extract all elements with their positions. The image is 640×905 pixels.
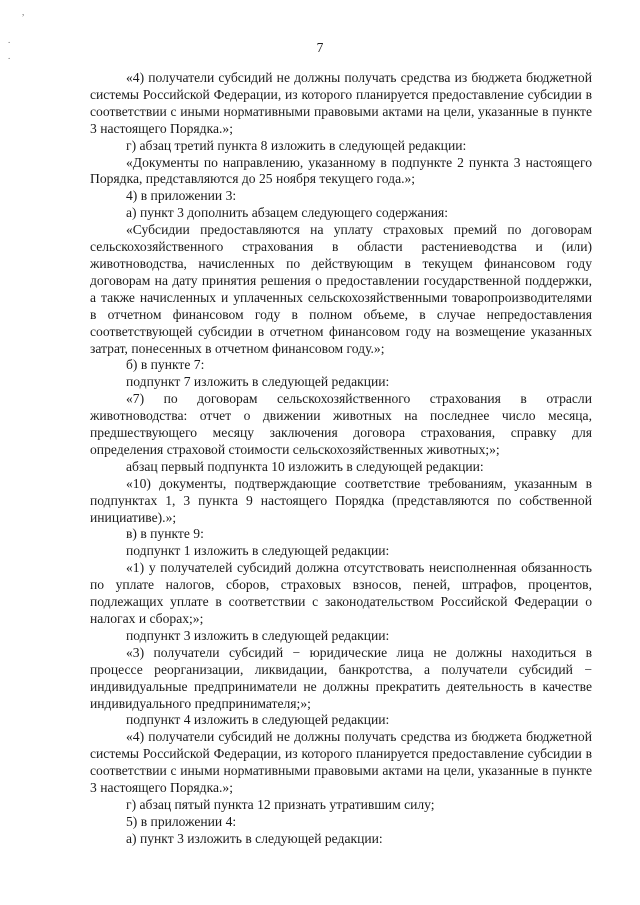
paragraph-quote-item-4-repeat: «4) получатели субсидий не должны получать средства из бюджета бюджетной системы Российской Федерации, из которого планируется предоставление субсидии в соответствии с иными нормативными правовыми актами на цели, указанные в пункте 3 настоящего Порядка.»; <box>90 729 592 796</box>
scan-artifact: . <box>8 35 11 45</box>
paragraph-amendment-a-item-3: а) пункт 3 изложить в следующей редакции: <box>126 830 383 846</box>
paragraph-quote-item-3: «3) получатели субсидий − юридические лица не должны находиться в процессе реорганизации, ликвидации, банкротства, а получатели субсидий − индивидуальные предприниматели не должны прекратить деятельность в качестве индивидуального предпринимателя;»; <box>90 644 592 711</box>
paragraph-subitem-3: подпункт 3 изложить в следующей редакции: <box>126 627 390 643</box>
paragraph-subitem-1: подпункт 1 изложить в следующей редакции: <box>126 543 390 559</box>
paragraph-subitem-4: подпункт 4 изложить в следующей редакции: <box>126 712 390 728</box>
scan-artifact: , <box>22 7 25 17</box>
paragraph-amendment-b: б) в пункте 7: <box>126 357 205 373</box>
paragraph-quote-item-1: «1) у получателей субсидий должна отсутствовать неисполненная обязанность по уплате налогов, сборов, страховых взносов, пеней, штрафов, процентов, подлежащих уплате в соответствии с законодательством Российской Федерации о налогах и сборах;»; <box>90 560 592 626</box>
paragraph-appendix-3: 4) в приложении 3: <box>126 188 237 204</box>
paragraph-quote-subsidies: «Субсидии предоставляются на уплату страховых премий по договорам сельскохозяйственного страхования в области растениеводства и (или) животноводства, начисленных по действующим в текущем финансовом году договорам на дату принятия решения о предоставлении государственной поддержки, а также начисленных и уплаченных сельскохозяйственными товаропроизводителями в отчетном финансовом году в полном объеме, в случае непредоставления соответствующей субсидии в отчетном финансовом году на возмещение указанных затрат, понесенных в отчетном финансовом году.»; <box>90 222 592 356</box>
paragraph-quote-item-10: «10) документы, подтверждающие соответствие требованиям, указанным в подпунктах 1, 3 пункта 9 настоящего Порядка (представляются по собственной инициативе).»; <box>90 475 592 525</box>
paragraph-amendment-v: в) в пункте 9: <box>126 526 204 542</box>
paragraph-appendix-4: 5) в приложении 4: <box>126 813 237 829</box>
paragraph-amendment-g: г) абзац третий пункта 8 изложить в следующей редакции: <box>126 137 467 153</box>
document-body <box>90 70 592 848</box>
paragraph-amendment-g-repeal: г) абзац пятый пункта 12 признать утратившим силу; <box>126 796 435 812</box>
scan-artifact: . <box>8 51 11 61</box>
page-number: 7 <box>316 40 324 55</box>
paragraph-quote-documents: «Документы по направлению, указанному в подпункте 2 пункта 3 настоящего Порядка, представляются до 25 ноября текущего года.»; <box>90 154 592 187</box>
paragraph-subitem-7: подпункт 7 изложить в следующей редакции: <box>126 374 390 390</box>
paragraph-quote-item-7: «7) по договорам сельскохозяйственного страхования в отрасли животноводства: отчет о движении животных на последнее число месяца, предшествующего месяцу заключения договора страхования, справку для определения страховой стоимости сельскохозяйственных животных;»; <box>90 391 592 457</box>
paragraph-subitem-10: абзац первый подпункта 10 изложить в следующей редакции: <box>126 458 484 474</box>
paragraph-amendment-a: а) пункт 3 дополнить абзацем следующего содержания: <box>126 205 449 221</box>
paragraph-quote-item-4: «4) получатели субсидий не должны получать средства из бюджета бюджетной системы Российской Федерации, из которого планируется предоставление субсидии в соответствии с иными нормативными правовыми актами на цели, указанные в пункте 3 настоящего Порядка.»; <box>90 70 592 136</box>
